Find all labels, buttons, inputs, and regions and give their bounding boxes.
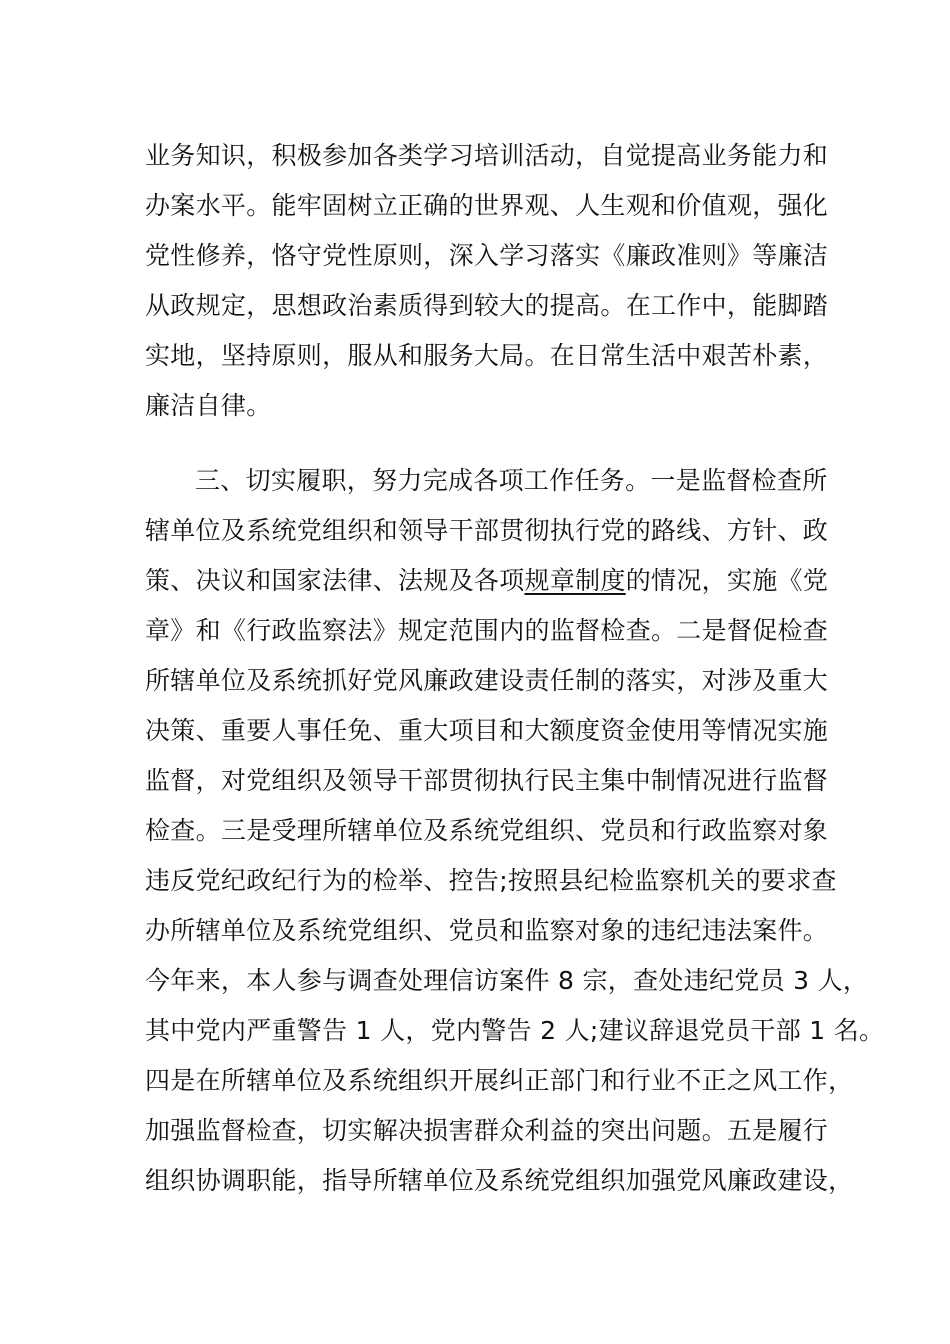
text-line: 检查。三是受理所辖单位及系统党组织、党员和行政监察对象 <box>145 816 829 845</box>
text-line: 组织协调职能，指导所辖单位及系统党组织加强党风廉政建设， <box>145 1166 854 1195</box>
text-segment: 策、决议和国家法律、法规及各项 <box>145 566 525 595</box>
text-line: 党性修养，恪守党性原则，深入学习落实《廉政准则》等廉洁 <box>145 241 829 270</box>
text-line: 决策、重要人事任免、重大项目和大额度资金使用等情况实施 <box>145 716 829 745</box>
text-line: 四是在所辖单位及系统组织开展纠正部门和行业不正之风工作， <box>145 1066 854 1095</box>
text-line: 所辖单位及系统抓好党风廉政建设责任制的落实，对涉及重大 <box>145 666 829 695</box>
text-line-first: 三、切实履职，努力完成各项工作任务。一是监督检查所 <box>195 466 828 495</box>
paragraph-section-three <box>145 456 885 1206</box>
text-line: 办案水平。能牢固树立正确的世界观、人生观和价值观，强化 <box>145 191 829 220</box>
text-line: 章》和《行政监察法》规定范围内的监督检查。二是督促检查 <box>145 616 829 645</box>
text-segment: 的情况，实施《党 <box>625 566 829 595</box>
underlined-term: 规章制度 <box>524 566 626 595</box>
text-line: 办所辖单位及系统党组织、党员和监察对象的违纪违法案件。 <box>145 916 829 945</box>
text-line: 从政规定，思想政治素质得到较大的提高。在工作中，能脚踏 <box>145 291 829 320</box>
text-line: 其中党内严重警告 1 人，党内警告 2 人;建议辞退党员干部 1 名。 <box>145 1016 885 1045</box>
text-line: 实地，坚持原则，服从和服务大局。在日常生活中艰苦朴素， <box>145 341 829 370</box>
paragraph-continued <box>145 131 829 431</box>
text-line: 辖单位及系统党组织和领导干部贯彻执行党的路线、方针、政 <box>145 516 829 545</box>
text-line: 监督，对党组织及领导干部贯彻执行民主集中制情况进行监督 <box>145 766 829 795</box>
text-line: 加强监督检查，切实解决损害群众利益的突出问题。五是履行 <box>145 1116 829 1145</box>
text-line: 今年来，本人参与调查处理信访案件 8 宗，查处违纪党员 3 人， <box>145 966 869 995</box>
text-line: 廉洁自律。 <box>145 391 272 420</box>
text-line <box>145 556 829 606</box>
text-line: 违反党纪政纪行为的检举、控告;按照县纪检监察机关的要求查 <box>145 866 837 895</box>
text-line: 业务知识，积极参加各类学习培训活动，自觉提高业务能力和 <box>145 141 829 170</box>
